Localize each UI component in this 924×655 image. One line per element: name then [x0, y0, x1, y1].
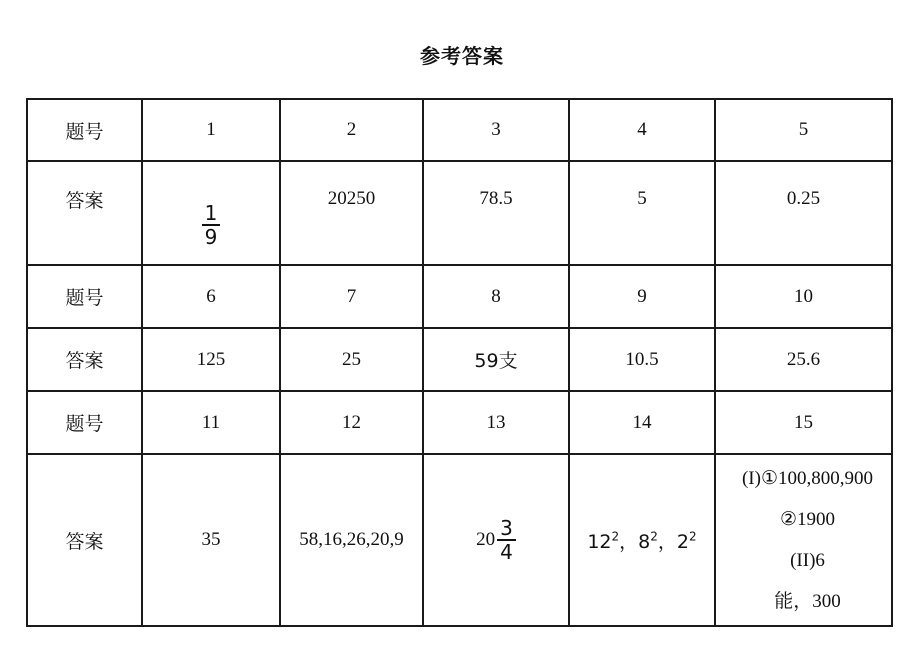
answer-cell: 78.5 — [423, 161, 569, 265]
mixed-number-whole: 20 — [476, 529, 496, 550]
page-title: 参考答案 — [420, 44, 504, 68]
table-row — [27, 391, 892, 454]
power-base: 8 — [638, 530, 651, 553]
question-number-label: 题号 — [27, 391, 142, 454]
question-number: 5 — [715, 99, 892, 161]
separator: ， — [619, 530, 639, 553]
question-number: 12 — [280, 391, 423, 454]
answer-cell: 20250 — [280, 161, 423, 265]
answer-line: (I)①100,800,900 — [741, 468, 873, 489]
fraction-denominator: 4 — [500, 540, 513, 564]
question-number: 2 — [280, 99, 423, 161]
answer-line: (II)6 — [790, 550, 825, 571]
question-number: 15 — [715, 391, 892, 454]
answer-label: 答案 — [27, 161, 142, 265]
question-number: 13 — [423, 391, 569, 454]
question-number: 10 — [715, 265, 892, 328]
question-number-label: 题号 — [27, 265, 142, 328]
answer-cell: 125 — [142, 328, 280, 391]
answer-cell: 59支 — [423, 328, 569, 391]
question-number: 11 — [142, 391, 280, 454]
answer-table — [26, 98, 893, 627]
answer-cell: 35 — [142, 454, 280, 626]
question-number: 7 — [280, 265, 423, 328]
answer-cell — [569, 454, 715, 626]
question-number: 1 — [142, 99, 280, 161]
fraction-numerator: 1 — [202, 202, 221, 226]
question-number: 9 — [569, 265, 715, 328]
answer-line: ②1900 — [779, 509, 836, 530]
fraction — [202, 202, 221, 248]
power-exponent: 2 — [689, 529, 697, 544]
table-row — [27, 328, 892, 391]
answer-cell — [423, 454, 569, 626]
question-number: 8 — [423, 265, 569, 328]
question-number: 3 — [423, 99, 569, 161]
answer-cell: 25.6 — [715, 328, 892, 391]
question-number: 6 — [142, 265, 280, 328]
question-number: 14 — [569, 391, 715, 454]
answer-cell: 25 — [280, 328, 423, 391]
question-number-label: 题号 — [27, 99, 142, 161]
separator: ， — [657, 530, 677, 553]
answer-cell — [142, 161, 280, 265]
table-row — [27, 99, 892, 161]
answer-cell: 58,16,26,20,9 — [280, 454, 423, 626]
answer-cell: 5 — [569, 161, 715, 265]
table-row — [27, 454, 892, 626]
power-base: 2 — [676, 530, 690, 553]
fraction — [497, 517, 516, 563]
answer-cell: 0.25 — [715, 161, 892, 265]
table-row — [27, 265, 892, 328]
fraction-denominator: 9 — [204, 225, 218, 249]
answer-cell — [715, 454, 892, 626]
table-row — [27, 161, 892, 265]
answer-cell: 10.5 — [569, 328, 715, 391]
fraction-numerator: 3 — [497, 517, 516, 541]
power-exponent: 2 — [611, 529, 620, 544]
power-base: 12 — [587, 530, 612, 553]
answer-label: 答案 — [27, 454, 142, 626]
question-number: 4 — [569, 99, 715, 161]
answer-label: 答案 — [27, 328, 142, 391]
power-exponent: 2 — [650, 529, 658, 544]
answer-line: 能，300 — [774, 591, 841, 612]
